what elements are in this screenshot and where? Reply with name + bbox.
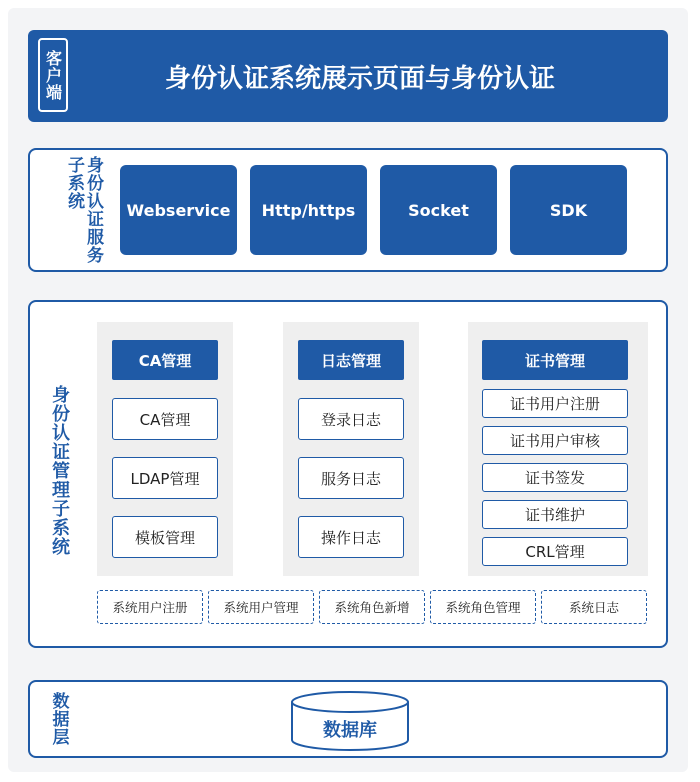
system-function-box: 系统用户管理 — [208, 590, 314, 624]
system-function-box: 系统角色新增 — [319, 590, 425, 624]
group-item: CRL管理 — [482, 537, 628, 566]
group-item: 证书用户审核 — [482, 426, 628, 455]
group-header-ca: CA管理 — [112, 340, 218, 380]
group-item: 证书签发 — [482, 463, 628, 492]
service-button-webservice: Webservice — [120, 165, 237, 255]
group-item: 登录日志 — [298, 398, 404, 440]
group-item: 服务日志 — [298, 457, 404, 499]
service-layer-label: 身份认证服务子系统 — [64, 156, 103, 264]
group-item: 证书用户注册 — [482, 389, 628, 418]
group-item: 证书维护 — [482, 500, 628, 529]
client-layer-title: 身份认证系统展示页面与身份认证 — [164, 63, 555, 94]
group-header-cert: 证书管理 — [482, 340, 628, 380]
service-button-sdk: SDK — [510, 165, 627, 255]
client-layer-tag: 客户端 — [38, 38, 68, 112]
data-layer-label: 数据层 — [48, 692, 69, 746]
database-label: 数据库 — [323, 720, 377, 741]
group-item: 模板管理 — [112, 516, 218, 558]
system-function-box: 系统用户注册 — [97, 590, 203, 624]
system-function-box: 系统角色管理 — [430, 590, 536, 624]
group-item: CA管理 — [112, 398, 218, 440]
group-item: LDAP管理 — [112, 457, 218, 499]
management-layer-label: 身份认证管理子系统 — [49, 384, 70, 556]
service-button-socket: Socket — [380, 165, 497, 255]
service-button-http: Http/https — [250, 165, 367, 255]
system-function-box: 系统日志 — [541, 590, 647, 624]
group-header-log: 日志管理 — [298, 340, 404, 380]
group-item: 操作日志 — [298, 516, 404, 558]
